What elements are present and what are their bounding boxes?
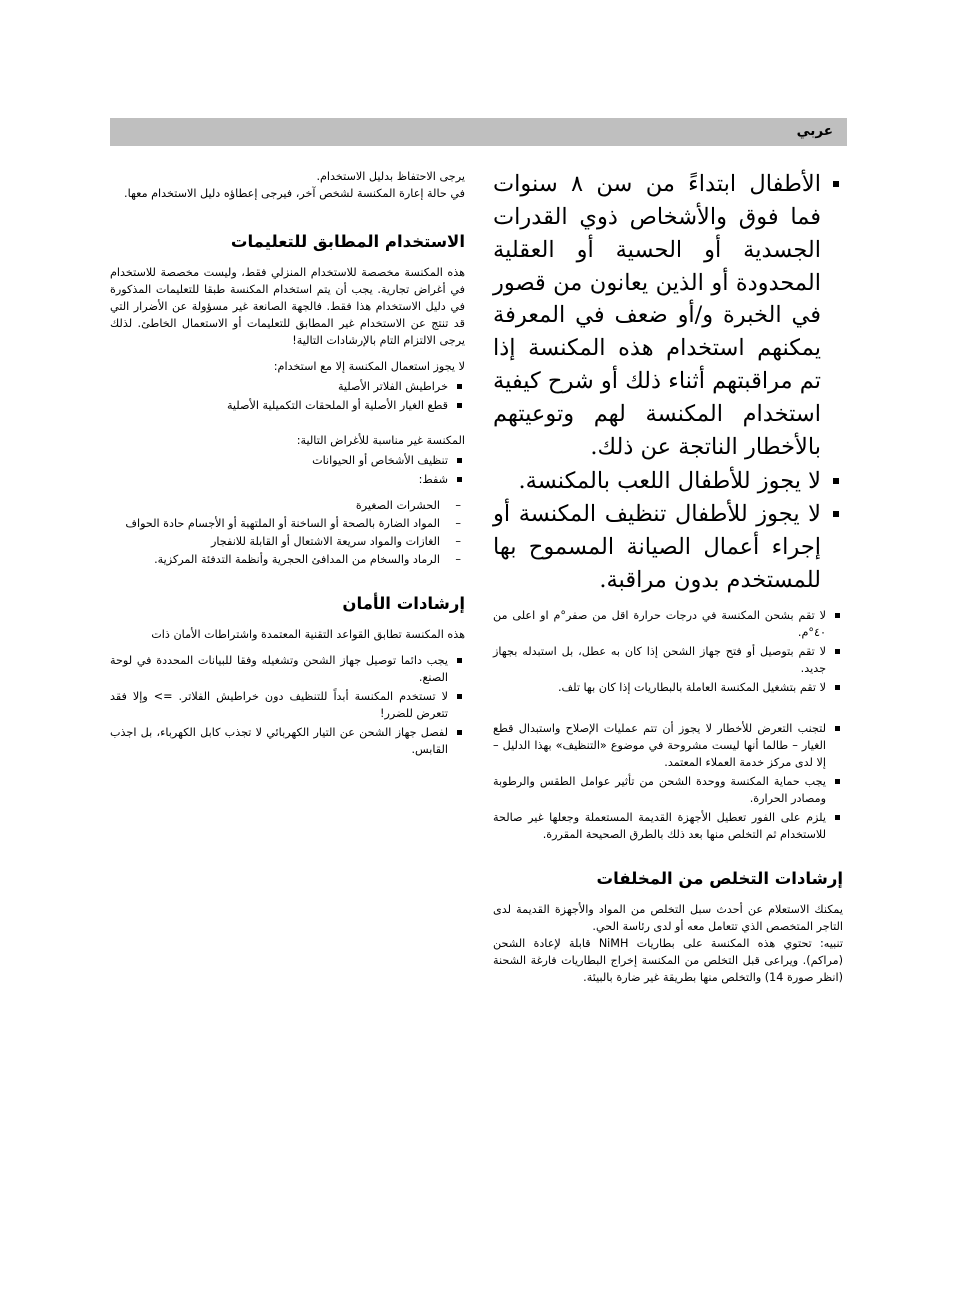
suction-subitems-list bbox=[110, 497, 465, 568]
list-item: لا يجوز للأطفال تنظيف المكنسة أو إجراء أعمال الصيانة المسموح بها للمستخدم بدون مراقبة. bbox=[493, 498, 843, 597]
list-item: لتجنب التعرض للأخطار لا يجوز أن تتم عمليات الإصلاح واستبدال قطع الغيار – طالما أنها ليست مشروحة في موضوع «التنظيف» بهذا الدليل – إلا لدى مركز خدمة العملاء المعتمد. bbox=[493, 720, 843, 771]
unsuitable-uses-list bbox=[110, 452, 465, 488]
heading-intended-use: الاستخدام المطابق للتعليمات bbox=[230, 232, 465, 252]
list-item: الأطفال ابتداءً من سن ٨ سنوات فما فوق والأشخاص ذوي القدرات الجسدية أو الحسية أو العقلية المحدودة أو الذين يعانون من قصور في الخبرة و/أو ضعف في المعرفة يمكنهم استخدام هذه المكنسة إذا تم مراقبتهم أثناء ذلك أو شرح كيفية استخدام المكنسة لهم وتوعيتهم بالأخطار الناتجة عن ذلك. bbox=[493, 168, 843, 464]
repair-and-care-list bbox=[493, 720, 843, 843]
disposal-paragraph-2: تنبيه: تحتوي هذه المكنسة على بطاريات NiMH قابلة لإعادة الشحن (مراكم). ويراعى قبل التخلص من المكنسة إخراج البطاريات فارغة الشحنة (انظر صورة 14) والتخلص منها بطريقة غير ضارة بالبيئة. bbox=[493, 936, 843, 984]
allowed-accessories-intro: لا يجوز استعمال المكنسة إلا مع استخدام: bbox=[273, 359, 465, 373]
language-label: عربي bbox=[796, 123, 833, 140]
document-page bbox=[110, 118, 847, 995]
left-column bbox=[493, 168, 843, 995]
intro-line-1: يرجى الاحتفاظ بدليل الاستخدام. bbox=[316, 170, 465, 183]
list-item: يجب دائما توصيل جهاز الشحن وتشغيله وفقا للبيانات المحددة في لوحة الصنع. bbox=[110, 652, 465, 686]
list-item: لا تقم بتوصيل أو فتح جهاز الشحن إذا كان به عطل، بل استبدله بجهاز جديد. bbox=[493, 643, 843, 677]
spacer bbox=[110, 423, 465, 432]
children-safety-list bbox=[493, 168, 843, 597]
list-item: – الغازات والمواد سريعة الاشتعال أو القابلة للانفجار bbox=[110, 533, 465, 550]
allowed-accessories-list bbox=[110, 378, 465, 414]
charging-warnings-list bbox=[493, 607, 843, 696]
intended-use-paragraph: هذه المكنسة مخصصة للاستخدام المنزلي فقط، وليست مخصصة للاستخدام في أغراض تجارية. يجب أن يتم استخدام المكنسة طبقا للتعليمات المذكورة في دليل الاستخدام هذا فقط. فالجهة الصانعة غير مسؤولة عن الأضرار التي قد تنتج عن الاستخدام غير المطابق للتعليمات أو الاستعمال الخاطئ. لذلك يرجى الالتزام التام بالإرشادات التالية! bbox=[110, 265, 465, 347]
list-item: – المواد الضارة بالصحة أو الساخنة أو الملتهبة أو الأجسام حادة الحواف bbox=[110, 515, 465, 532]
heading-safety-instructions: إرشادات الأمان bbox=[342, 593, 465, 613]
list-item: تنظيف الأشخاص أو الحيوانات bbox=[110, 452, 465, 469]
list-item: لفصل جهاز الشحن عن التيار الكهربائي لا تجذب كابل الكهرباء، بل اجذب القابس. bbox=[110, 724, 465, 758]
right-column bbox=[110, 168, 465, 767]
list-item: يجب حماية المكنسة ووحدة الشحن من تأثير عوامل الطقس والرطوبة ومصادر الحرارة. bbox=[493, 773, 843, 807]
list-item: لا تقم بشحن المكنسة في درجات حرارة اقل من صفر°م او اعلى من ٤٠°م. bbox=[493, 607, 843, 641]
content-columns bbox=[110, 168, 847, 995]
spacer bbox=[493, 705, 843, 720]
disposal-paragraph-1: يمكنك الاستعلام عن أحدث سبل التخلص من المواد والأجهزة القديمة لدى التاجر المتخصص الذي تتعامل معه أو لدى رئاسة الحي. bbox=[493, 902, 843, 933]
safety-instructions-list bbox=[110, 652, 465, 758]
list-item: لا تستخدم المكنسة أبداً للتنظيف دون خراطيش الفلاتر. => وإلا فقد تتعرض للضرر! bbox=[110, 688, 465, 722]
list-item: خراطيش الفلاتر الأصلية bbox=[110, 378, 465, 395]
list-item: لا تقم بتشغيل المكنسة العاملة بالبطاريات إذا كان بها تلف. bbox=[493, 679, 843, 696]
heading-disposal-instructions: إرشادات التخلص من المخلفات bbox=[596, 869, 843, 889]
list-item: – الرماد والسخام من المدافئ الحجرية وأنظمة التدفئة المركزية. bbox=[110, 551, 465, 568]
list-item: يلزم على الفور تعطيل الأجهزة القديمة المستعملة وجعلها غير صالحة للاستخدام ثم التخلص منها بعد ذلك بالطرق الصحيحة المقررة. bbox=[493, 809, 843, 843]
unsuitable-uses-intro: المكنسة غير مناسبة للأغراض التالية: bbox=[296, 433, 465, 447]
language-banner bbox=[110, 118, 847, 146]
list-item: – الحشرات الصغيرة bbox=[110, 497, 465, 514]
safety-paragraph: هذه المكنسة تطابق القواعد التقنية المعتمدة واشتراطات الأمان ذات bbox=[151, 627, 465, 641]
list-item: قطع الغيار الأصلية أو الملحقات التكميلية الأصلية bbox=[110, 397, 465, 414]
list-item: شفط: bbox=[110, 471, 465, 488]
list-item: لا يجوز للأطفال اللعب بالمكنسة. bbox=[493, 465, 843, 498]
intro-line-2: في حالة إعارة المكنسة لشخص آخر، فيرجى إعطاؤه دليل الاستخدام معها. bbox=[124, 187, 465, 201]
